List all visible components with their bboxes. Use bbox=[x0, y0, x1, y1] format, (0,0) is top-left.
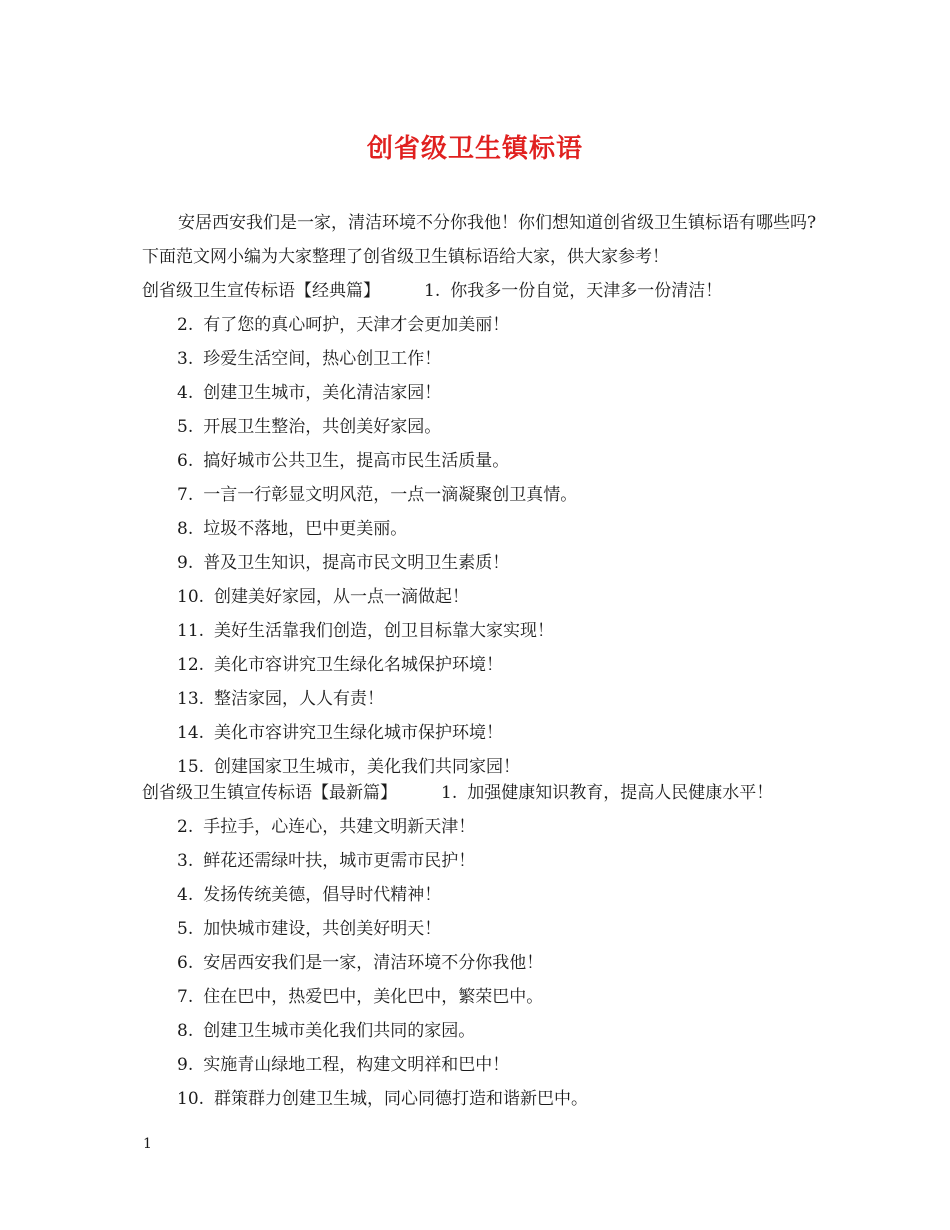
item-number: 7. bbox=[177, 485, 194, 505]
item-text: 一言一行彰显文明风范，一点一滴凝聚创卫真情。 bbox=[203, 485, 578, 505]
item-number: 6. bbox=[177, 953, 194, 973]
item-text: 珍爱生活空间，热心创卫工作！ bbox=[203, 349, 442, 369]
item-text: 有了您的真心呵护，天津才会更加美丽！ bbox=[203, 315, 510, 335]
item-text: 美化市容讲究卫生绿化城市保护环境！ bbox=[214, 723, 504, 743]
item-text: 鲜花还需绿叶扶，城市更需市民护！ bbox=[203, 851, 476, 871]
item-number: 10. bbox=[177, 1089, 205, 1109]
list-item bbox=[177, 518, 407, 540]
list-item bbox=[177, 756, 520, 778]
item-text: 发扬传统美德，倡导时代精神！ bbox=[203, 885, 442, 905]
list-item bbox=[177, 918, 441, 940]
item-number: 13. bbox=[177, 689, 205, 709]
item-text: 住在巴中，热爱巴中，美化巴中，繁荣巴中。 bbox=[203, 987, 544, 1007]
item-text: 普及卫生知识，提高市民文明卫生素质！ bbox=[203, 553, 510, 573]
item-text: 开展卫生整治，共创美好家园。 bbox=[203, 417, 442, 437]
list-item bbox=[177, 850, 475, 872]
item-number: 4. bbox=[177, 885, 194, 905]
list-item bbox=[177, 314, 509, 336]
section-heading-line bbox=[142, 280, 722, 302]
list-item bbox=[177, 1054, 509, 1076]
list-item bbox=[424, 281, 722, 301]
list-item bbox=[177, 952, 543, 974]
item-text: 你我多一份自觉，天津多一份清洁！ bbox=[450, 281, 723, 301]
item-number: 9. bbox=[177, 553, 194, 573]
item-text: 手拉手，心连心，共建文明新天津！ bbox=[203, 817, 476, 837]
item-number: 11. bbox=[177, 621, 205, 641]
list-item bbox=[177, 484, 577, 506]
item-number: 7. bbox=[177, 987, 194, 1007]
item-text: 创建美好家园，从一点一滴做起！ bbox=[214, 587, 470, 607]
list-item bbox=[177, 382, 441, 404]
item-number: 15. bbox=[177, 757, 205, 777]
list-item bbox=[177, 620, 554, 642]
item-number: 3. bbox=[177, 349, 194, 369]
intro-paragraph: 安居西安我们是一家，清洁环境不分你我他！你们想知道创省级卫生镇标语有哪些吗?下面范文网小编为大家整理了创省级卫生镇标语给大家，供大家参考！ bbox=[142, 213, 817, 267]
list-item bbox=[177, 816, 475, 838]
item-text: 创建卫生城市美化我们共同的家园。 bbox=[203, 1021, 476, 1041]
item-number: 6. bbox=[177, 451, 194, 471]
section-heading: 创省级卫生镇宣传标语【最新篇】 bbox=[142, 783, 397, 803]
list-item bbox=[177, 450, 509, 472]
list-item bbox=[177, 586, 469, 608]
item-number: 8. bbox=[177, 519, 194, 539]
page-number: 1 bbox=[143, 1136, 152, 1152]
section-heading: 创省级卫生宣传标语【经典篇】 bbox=[142, 281, 380, 301]
list-item bbox=[177, 654, 503, 676]
document-title: 创省级卫生镇标语 bbox=[366, 134, 583, 164]
list-item bbox=[177, 416, 441, 438]
item-text: 实施青山绿地工程，构建文明祥和巴中！ bbox=[203, 1055, 510, 1075]
list-item bbox=[441, 783, 773, 803]
item-number: 1. bbox=[441, 783, 458, 803]
list-item bbox=[177, 884, 441, 906]
item-number: 8. bbox=[177, 1021, 194, 1041]
item-number: 1. bbox=[424, 281, 441, 301]
item-text: 美好生活靠我们创造，创卫目标靠大家实现！ bbox=[214, 621, 555, 641]
item-number: 2. bbox=[177, 315, 194, 335]
list-item bbox=[177, 348, 441, 370]
item-number: 12. bbox=[177, 655, 205, 675]
item-text: 群策群力创建卫生城，同心同德打造和谐新巴中。 bbox=[214, 1089, 589, 1109]
list-item bbox=[177, 1088, 588, 1110]
item-number: 14. bbox=[177, 723, 205, 743]
item-text: 整洁家园，人人有责！ bbox=[214, 689, 385, 709]
item-text: 美化市容讲究卫生绿化名城保护环境！ bbox=[214, 655, 504, 675]
section-heading-line bbox=[142, 782, 773, 804]
item-text: 创建国家卫生城市，美化我们共同家园！ bbox=[214, 757, 521, 777]
item-number: 5. bbox=[177, 417, 194, 437]
item-text: 加强健康知识教育，提高人民健康水平！ bbox=[467, 783, 774, 803]
item-number: 3. bbox=[177, 851, 194, 871]
item-text: 加快城市建设，共创美好明天！ bbox=[203, 919, 442, 939]
item-text: 安居西安我们是一家，清洁环境不分你我他！ bbox=[203, 953, 544, 973]
item-number: 4. bbox=[177, 383, 194, 403]
item-text: 创建卫生城市，美化清洁家园！ bbox=[203, 383, 442, 403]
item-text: 搞好城市公共卫生，提高市民生活质量。 bbox=[203, 451, 510, 471]
list-item bbox=[177, 722, 503, 744]
list-item bbox=[177, 986, 543, 1008]
item-number: 2. bbox=[177, 817, 194, 837]
list-item bbox=[177, 688, 384, 710]
item-number: 5. bbox=[177, 919, 194, 939]
list-item bbox=[177, 552, 509, 574]
item-number: 9. bbox=[177, 1055, 194, 1075]
item-number: 10. bbox=[177, 587, 205, 607]
item-text: 垃圾不落地，巴中更美丽。 bbox=[203, 519, 408, 539]
list-item bbox=[177, 1020, 475, 1042]
